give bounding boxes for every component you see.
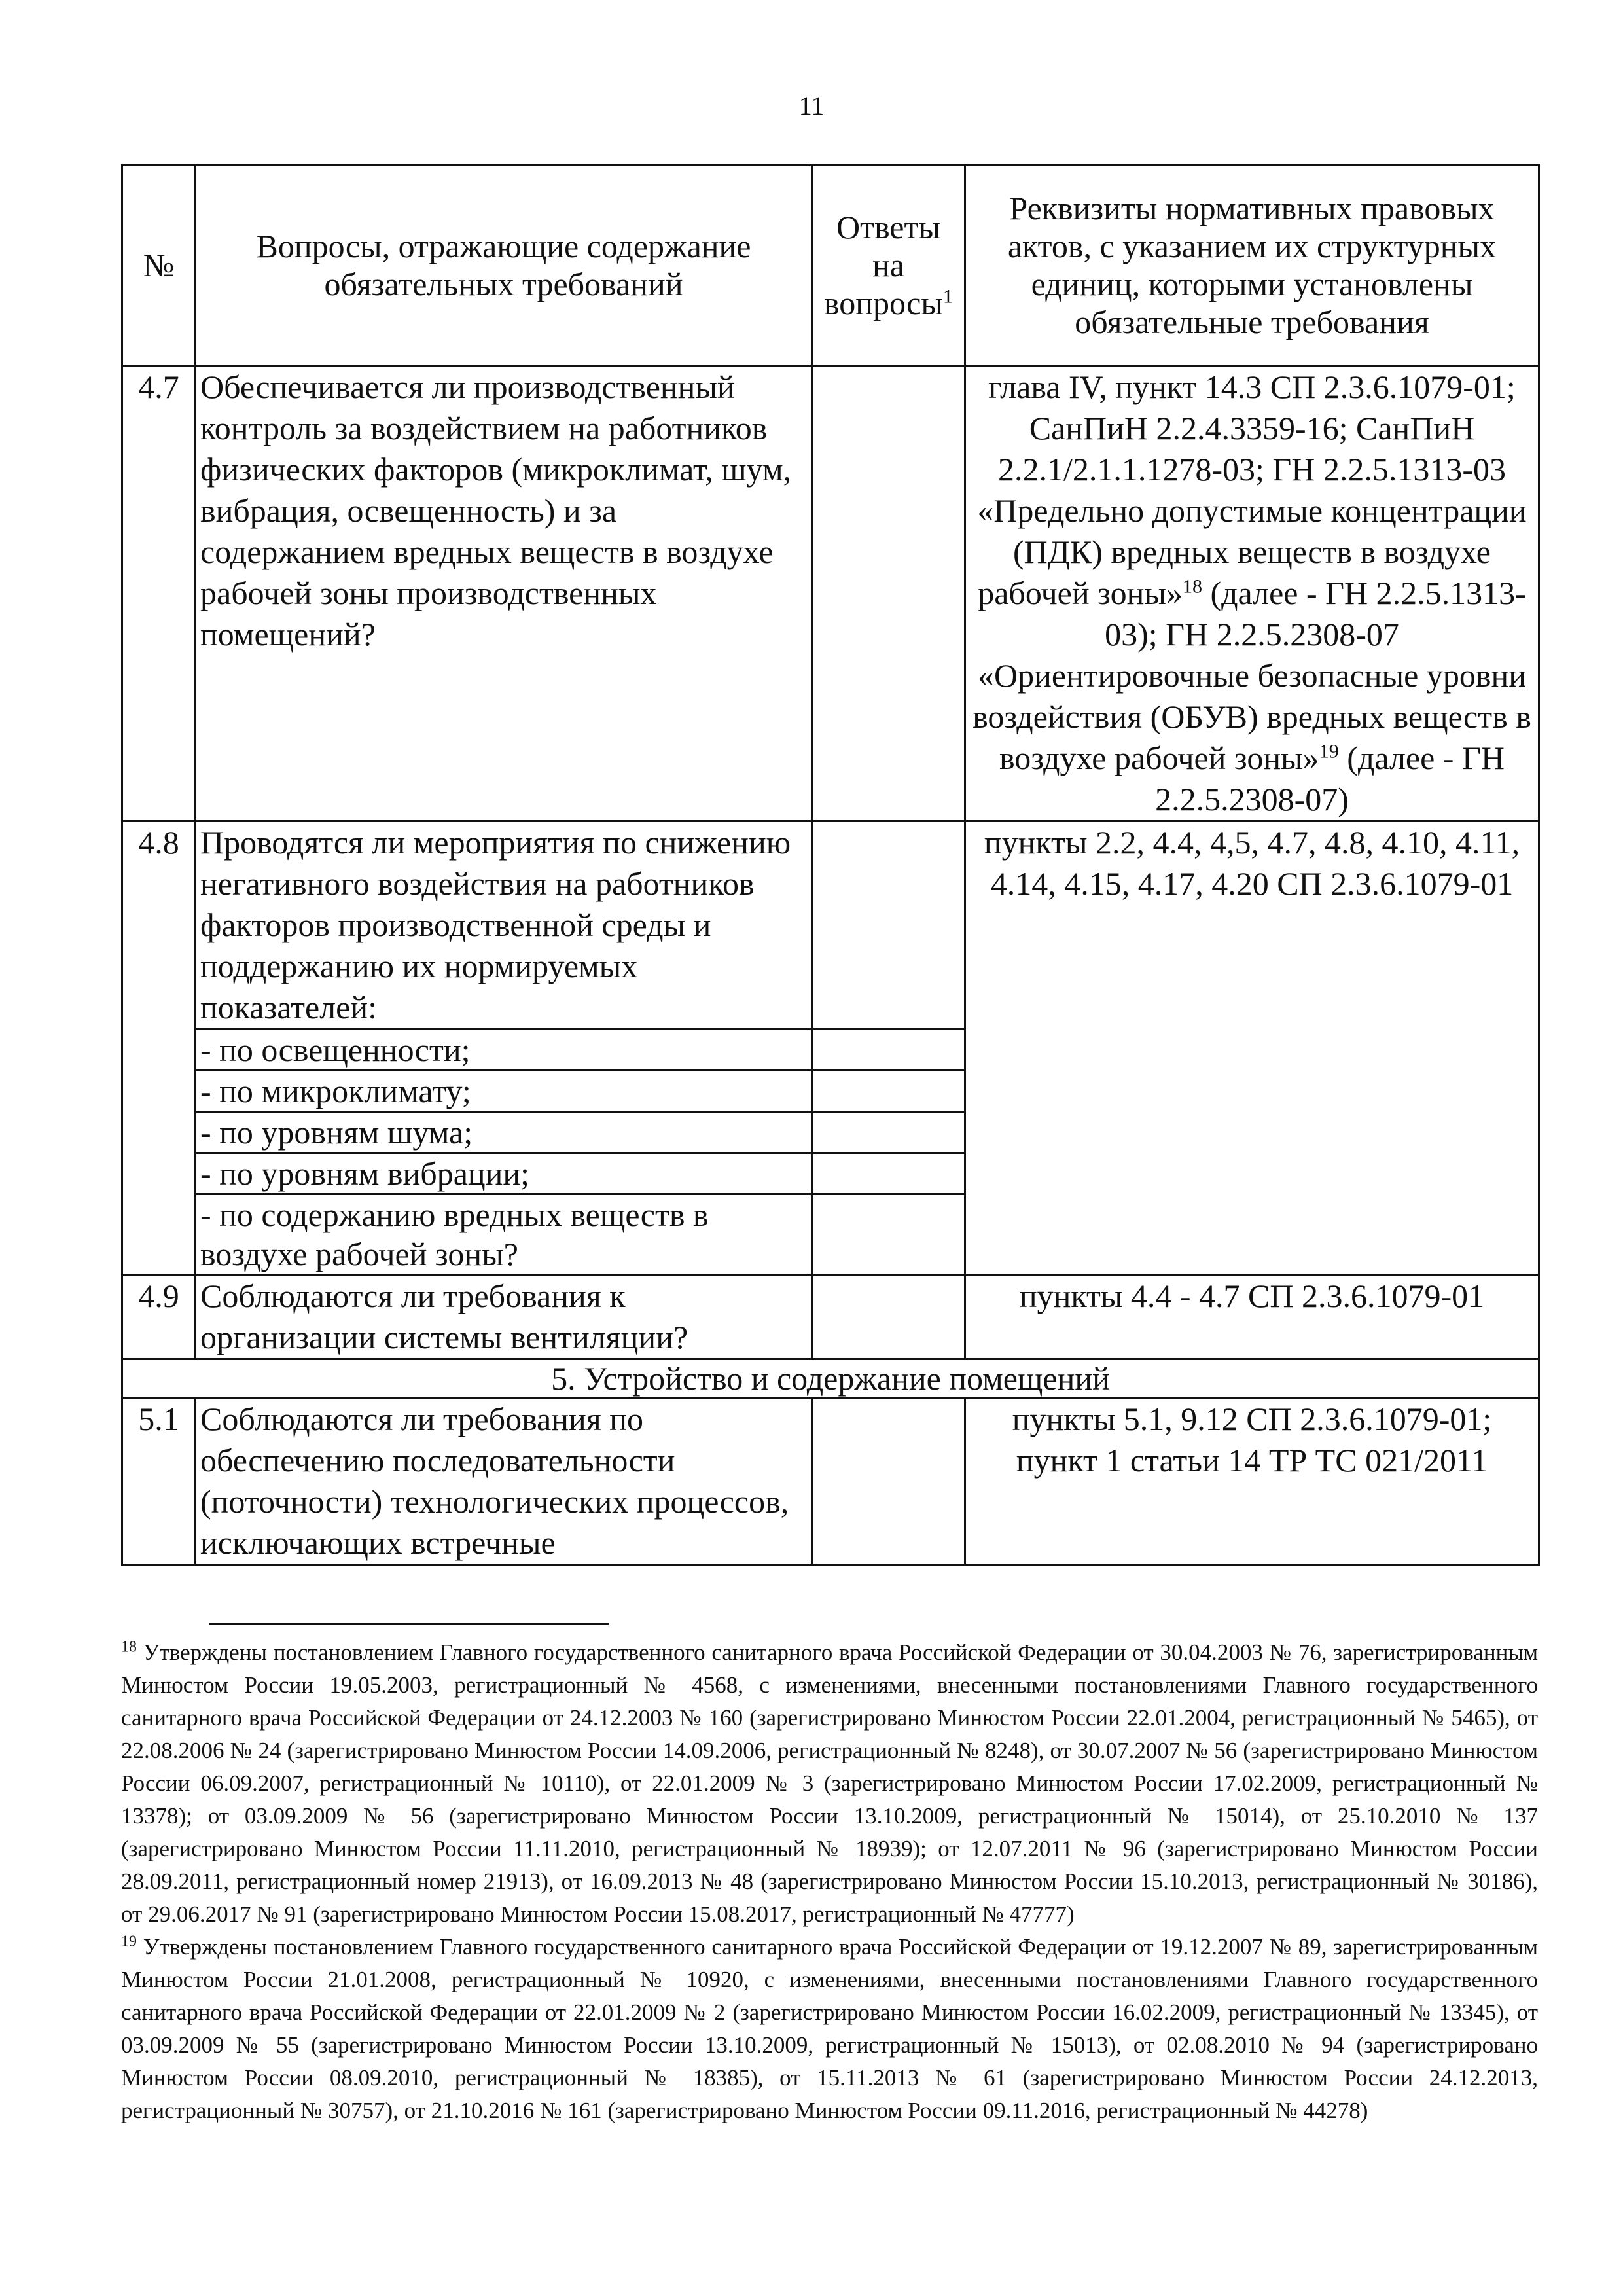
footnote bbox=[121, 1931, 1538, 2127]
reference-cell: пункты 2.2, 4.4, 4,5, 4.7, 4.8, 4.10, 4.11, 4.14, 4.15, 4.17, 4.20 СП 2.3.6.1079-01 bbox=[965, 821, 1539, 1275]
answer-cell[interactable] bbox=[812, 1030, 965, 1071]
header-answer bbox=[812, 165, 965, 366]
question-cell: Соблюдаются ли требования по обеспечению последовательности (поточности) технологических процессов, исключающих встречные bbox=[196, 1398, 812, 1565]
answer-cell[interactable] bbox=[812, 1275, 965, 1359]
footnote-mark: 19 bbox=[121, 1933, 137, 1950]
row-number: 4.9 bbox=[122, 1275, 196, 1359]
footnote-text: Утверждены постановлением Главного государственного санитарного врача Российской Федерации от 19.12.2007 № 89, зарегистрированным Минюстом России 21.01.2008, регистрационный № 10920, с изменениями, внесенными постановлениями Главного государственного санитарного врача Российской Федерации от 22.01.2009 № 2 (зарегистрировано Минюстом России 16.02.2009, регистрационный № 13345), от 03.09.2009 № 55 (зарегистрировано Минюстом России 13.10.2009, регистрационный № 15013), от 02.08.2010 № 94 (зарегистрировано Минюстом России 08.09.2010, регистрационный № 18385), от 15.11.2013 № 61 (зарегистрировано Минюстом России 24.12.2013, регистрационный № 30757), от 21.10.2016 № 161 (зарегистрировано Минюстом России 09.11.2016, регистрационный № 44278) bbox=[121, 1934, 1538, 2123]
question-cell: Обеспечивается ли производственный контроль за воздействием на работников физических факторов (микроклимат, шум, вибрация, освещенность) и за содержанием вредных веществ в воздухе рабочей зоны производственных помещений? bbox=[196, 366, 812, 821]
reference-text-c: (далее - ГН 2.2.5.2308-07) bbox=[1155, 740, 1505, 817]
question-cell: Проводятся ли мероприятия по снижению негативного воздействия на работников факторов производственной среды и поддержанию их нормируемых показателей: bbox=[196, 821, 812, 1030]
footnotes bbox=[121, 1636, 1538, 2127]
answer-cell[interactable] bbox=[812, 821, 965, 1030]
reference-cell: пункты 4.4 - 4.7 СП 2.3.6.1079-01 bbox=[965, 1275, 1539, 1359]
footnote-text: Утверждены постановлением Главного государственного санитарного врача Российской Федерации от 30.04.2003 № 76, зарегистрированным Минюстом России 19.05.2003, регистрационный № 4568, с изменениями, внесенными постановлениями Главного государственного санитарного врача Российской Федерации от 24.12.2003 № 160 (зарегистрировано Минюстом России 22.01.2004, регистрационный № 5465), от 22.08.2006 № 24 (зарегистрировано Минюстом России 14.09.2006, регистрационный № 8248), от 30.07.2007 № 56 (зарегистрировано Минюстом России 06.09.2007, регистрационный № 10110), от 22.01.2009 № 3 (зарегистрировано Минюстом России 17.02.2009, регистрационный № 13378); от 03.09.2009 № 56 (зарегистрировано Минюстом России 13.10.2009, регистрационный № 15014), от 25.10.2010 № 137 (зарегистрировано Минюстом России 11.11.2010, регистрационный № 18939); от 12.07.2011 № 96 (зарегистрировано Минюстом России 28.09.2011, регистрационный номер 21913), от 16.09.2013 № 48 (зарегистрировано Минюстом России 15.10.2013, регистрационный № 30186), от 29.06.2017 № 91 (зарегистрировано Минюстом России 15.08.2017, регистрационный № 47777) bbox=[121, 1640, 1538, 1927]
section-heading-row bbox=[122, 1359, 1539, 1398]
header-reference: Реквизиты нормативных правовых актов, с указанием их структурных единиц, которыми установлены обязательные требования bbox=[965, 165, 1539, 366]
table-row bbox=[122, 821, 1539, 1030]
header-num: № bbox=[122, 165, 196, 366]
section-heading: 5. Устройство и содержание помещений bbox=[122, 1359, 1539, 1398]
row-number: 5.1 bbox=[122, 1398, 196, 1565]
answer-cell[interactable] bbox=[812, 1194, 965, 1275]
row-number: 4.8 bbox=[122, 821, 196, 1275]
reference-cell: пункты 5.1, 9.12 СП 2.3.6.1079-01; пункт 1 статьи 14 ТР ТС 021/2011 bbox=[965, 1398, 1539, 1565]
sub-question-cell: - по уровням шума; bbox=[196, 1112, 812, 1153]
footnote-mark-19: 19 bbox=[1319, 740, 1339, 762]
header-answer-label: Ответы на вопросы bbox=[823, 209, 944, 321]
table-row bbox=[122, 1275, 1539, 1359]
reference-text-a: глава IV, пункт 14.3 СП 2.3.6.1079-01; СанПиН 2.2.4.3359-16; СанПиН 2.2.1/2.1.1.1278-03; ГН 2.2.5.1313-03 «Предельно допустимые концентрации (ПДК) вредных веществ в воздухе рабочей зоны» bbox=[977, 368, 1527, 611]
answer-cell[interactable] bbox=[812, 1153, 965, 1194]
sub-question-cell: - по микроклимату; bbox=[196, 1071, 812, 1112]
footnote bbox=[121, 1636, 1538, 1931]
table-header-row bbox=[122, 165, 1539, 366]
footnote-separator bbox=[209, 1623, 609, 1625]
header-question: Вопросы, отражающие содержание обязательных требований bbox=[196, 165, 812, 366]
question-cell: Соблюдаются ли требования к организации системы вентиляции? bbox=[196, 1275, 812, 1359]
footnote-mark-18: 18 bbox=[1182, 575, 1202, 598]
row-number: 4.7 bbox=[122, 366, 196, 821]
reference-cell bbox=[965, 366, 1539, 821]
sub-question-cell: - по уровням вибрации; bbox=[196, 1153, 812, 1194]
header-answer-footnote-mark: 1 bbox=[943, 285, 954, 308]
table-row bbox=[122, 1398, 1539, 1565]
requirements-table bbox=[121, 164, 1540, 1566]
answer-cell[interactable] bbox=[812, 1112, 965, 1153]
table-row bbox=[122, 366, 1539, 821]
page-number: 11 bbox=[798, 91, 825, 120]
answer-cell[interactable] bbox=[812, 1398, 965, 1565]
footnote-mark: 18 bbox=[121, 1638, 137, 1656]
reference-text-b: (далее - ГН 2.2.5.1313-03); ГН 2.2.5.2308-07 «Ориентировочные безопасные уровни воздействия (ОБУВ) вредных веществ в воздухе рабочей зоны» bbox=[972, 575, 1531, 776]
sub-question-cell: - по освещенности; bbox=[196, 1030, 812, 1071]
answer-cell[interactable] bbox=[812, 1071, 965, 1112]
answer-cell[interactable] bbox=[812, 366, 965, 821]
sub-question-cell: - по содержанию вредных веществ в воздухе рабочей зоны? bbox=[196, 1194, 812, 1275]
